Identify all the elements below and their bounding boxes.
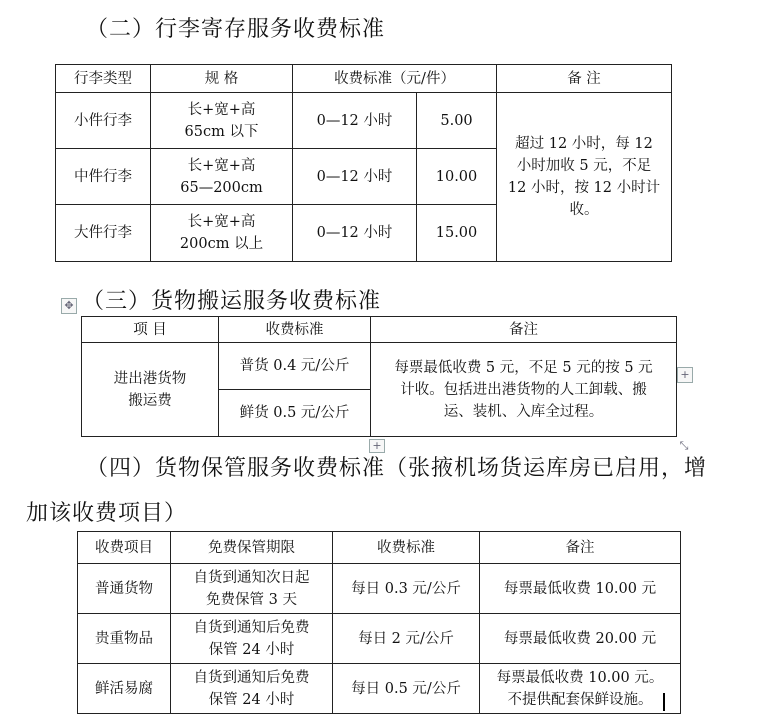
- storage-remark: 每票最低收费 10.00 元: [480, 564, 681, 614]
- table-resize-icon[interactable]: ⤡: [679, 439, 689, 452]
- storage-period: 自货到通知后免费 保管 24 小时: [171, 664, 333, 714]
- table-row: [82, 343, 677, 390]
- handling-fee-fresh: 鲜货 0.5 元/公斤: [219, 390, 371, 437]
- handling-item: 进出港货物 搬运费: [82, 343, 219, 437]
- text-cursor: [663, 693, 665, 711]
- luggage-type: 大件行李: [56, 205, 151, 262]
- header-free-period: 免费保管期限: [171, 532, 333, 564]
- header-spec: 规 格: [151, 65, 293, 93]
- table-row: [56, 93, 672, 149]
- cargo-handling-table: [81, 316, 677, 437]
- luggage-fee: 10.00: [417, 149, 497, 205]
- header-fee-standard: 收费标准（元/件）: [293, 65, 497, 93]
- luggage-remark: 超过 12 小时，每 12 小时加收 5 元，不足 12 小时，按 12 小时计 收。: [497, 93, 672, 262]
- handling-fee-general: 普货 0.4 元/公斤: [219, 343, 371, 390]
- add-row-icon[interactable]: +: [369, 439, 385, 453]
- section-4-title-line1: （四）货物保管服务收费标准（张掖机场货运库房已启用，增: [86, 456, 708, 481]
- header-fee-standard: 收费标准: [333, 532, 480, 564]
- luggage-period: 0—12 小时: [293, 93, 417, 149]
- cargo-storage-table: [77, 531, 681, 714]
- header-luggage-type: 行李类型: [56, 65, 151, 93]
- storage-item: 鲜活易腐: [78, 664, 171, 714]
- storage-fee: 每日 0.5 元/公斤: [333, 664, 480, 714]
- storage-period: 自货到通知次日起 免费保管 3 天: [171, 564, 333, 614]
- storage-fee: 每日 2 元/公斤: [333, 614, 480, 664]
- section-4-title-line2: 加该收费项目）: [26, 501, 188, 526]
- table-row: [78, 664, 681, 714]
- luggage-fee: 15.00: [417, 205, 497, 262]
- storage-remark: 每票最低收费 10.00 元。 不提供配套保鲜设施。: [480, 664, 681, 714]
- header-remark: 备注: [480, 532, 681, 564]
- handling-remark: 每票最低收费 5 元，不足 5 元的按 5 元 计收。包括进出港货物的人工卸载、搬 运、装机、入库全过程。: [371, 343, 677, 437]
- luggage-fee-table: [55, 64, 672, 262]
- luggage-spec: 长+宽+高 65—200cm: [151, 149, 293, 205]
- luggage-period: 0—12 小时: [293, 149, 417, 205]
- header-fee-standard: 收费标准: [219, 317, 371, 343]
- table-row: [78, 614, 681, 664]
- storage-remark: 每票最低收费 20.00 元: [480, 614, 681, 664]
- storage-period: 自货到通知后免费 保管 24 小时: [171, 614, 333, 664]
- luggage-spec: 长+宽+高 200cm 以上: [151, 205, 293, 262]
- header-item: 项 目: [82, 317, 219, 343]
- luggage-type: 中件行李: [56, 149, 151, 205]
- storage-item: 贵重物品: [78, 614, 171, 664]
- header-remark: 备注: [371, 317, 677, 343]
- storage-item: 普通货物: [78, 564, 171, 614]
- header-fee-item: 收费项目: [78, 532, 171, 564]
- table-row: [78, 564, 681, 614]
- add-column-icon[interactable]: +: [677, 367, 693, 383]
- luggage-type: 小件行李: [56, 93, 151, 149]
- table-move-handle-icon[interactable]: ✥: [61, 298, 77, 314]
- luggage-period: 0—12 小时: [293, 205, 417, 262]
- section-2-title: （二）行李寄存服务收费标准: [86, 17, 386, 42]
- header-remark: 备 注: [497, 65, 672, 93]
- storage-fee: 每日 0.3 元/公斤: [333, 564, 480, 614]
- luggage-spec: 长+宽+高 65cm 以下: [151, 93, 293, 149]
- luggage-fee: 5.00: [417, 93, 497, 149]
- section-3-title: （三）货物搬运服务收费标准: [82, 289, 382, 314]
